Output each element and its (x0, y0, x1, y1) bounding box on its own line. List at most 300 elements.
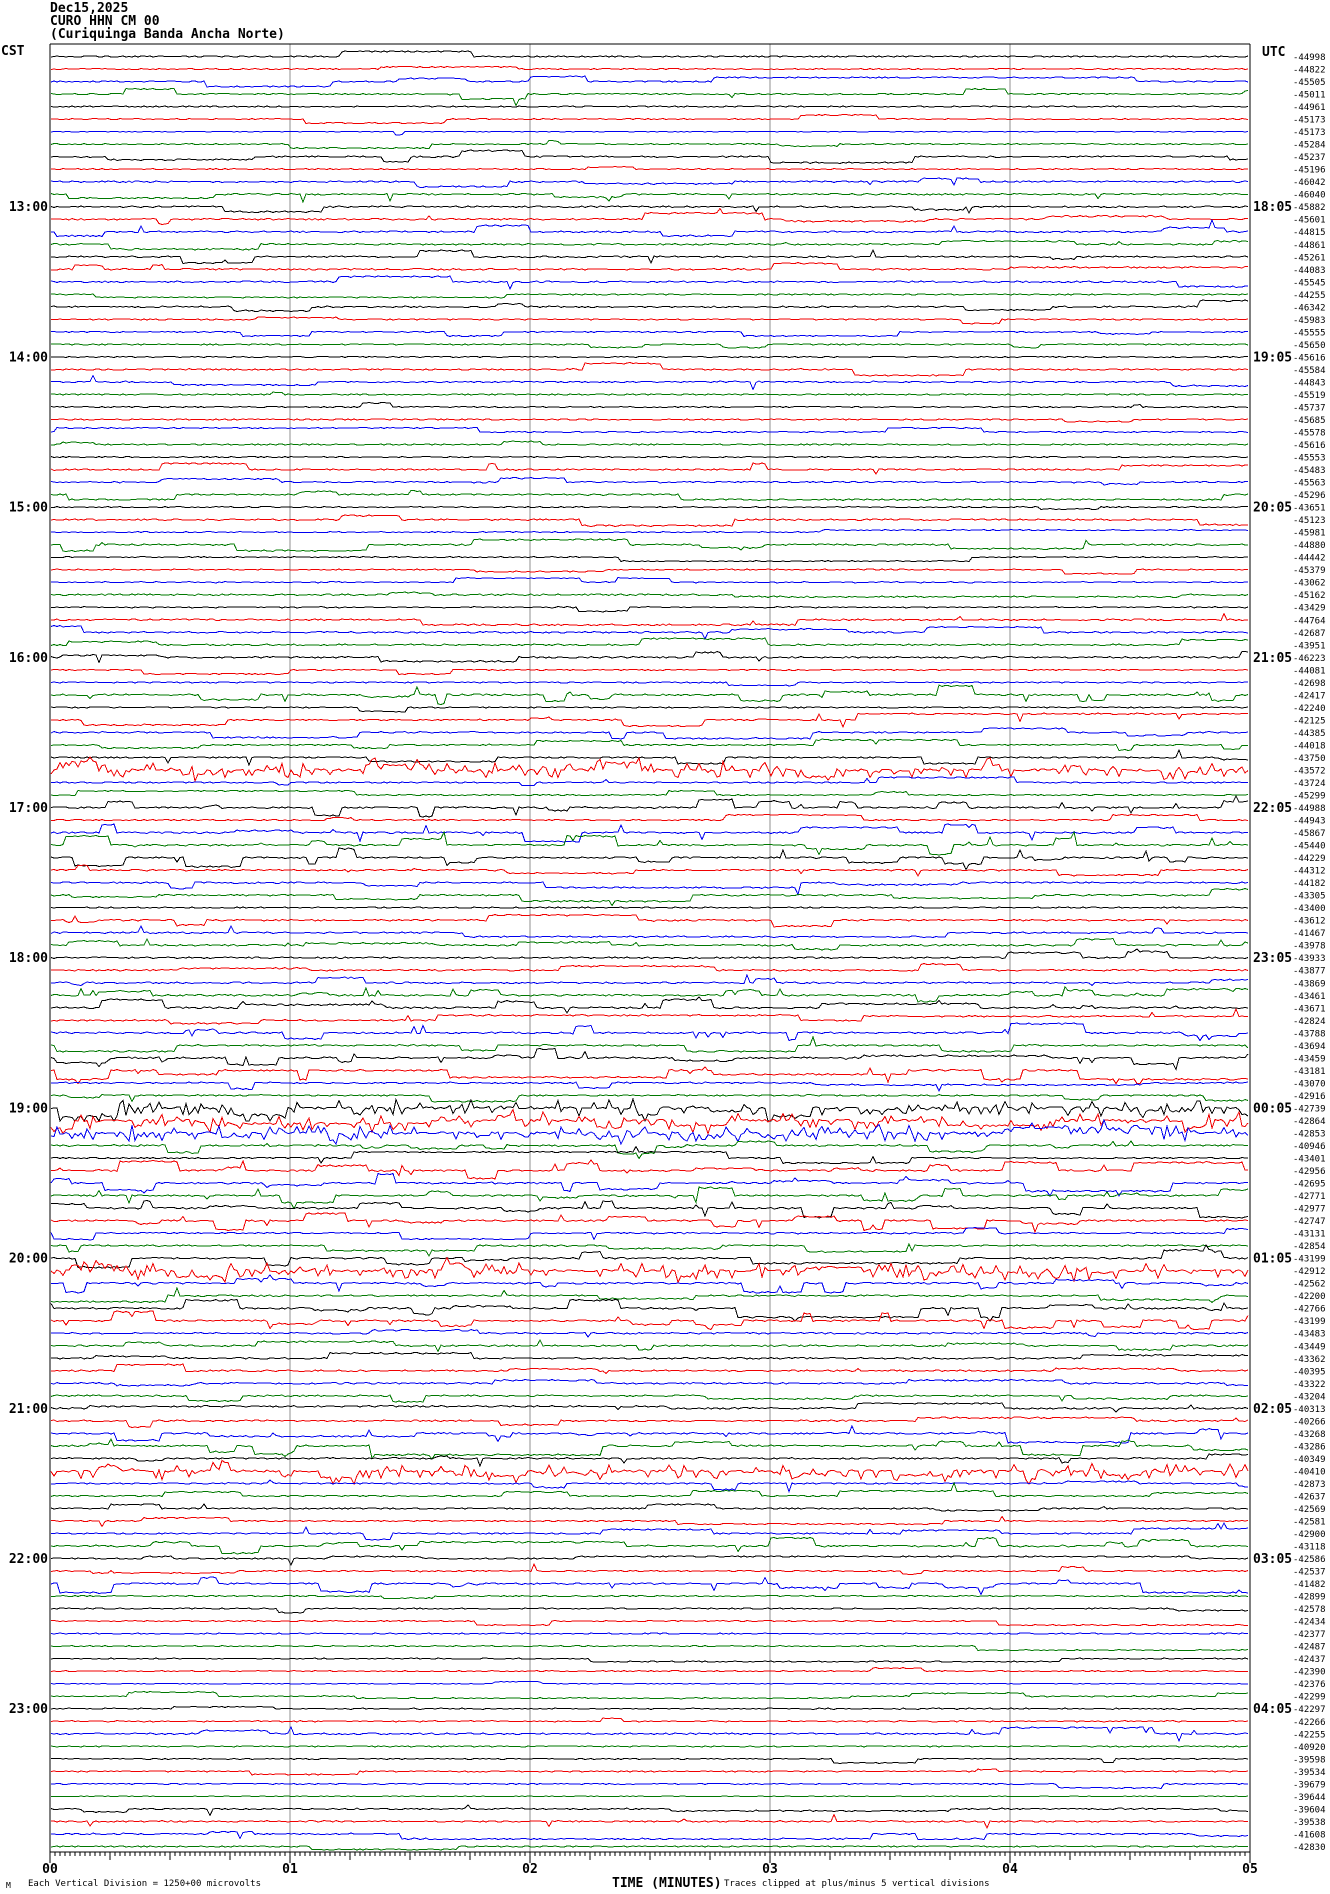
row-offset-value: -44843 (1293, 378, 1326, 389)
trace-row (51, 907, 1248, 908)
row-offset-value: -42766 (1293, 1304, 1326, 1315)
left-hour-label: 13:00 (8, 200, 48, 216)
row-offset-value: -44988 (1293, 804, 1326, 815)
trace-row (51, 1718, 1248, 1722)
trace-row (51, 403, 1248, 408)
trace-row (51, 915, 1248, 928)
row-offset-value: -43750 (1293, 753, 1326, 764)
row-offset-value: -43322 (1293, 1379, 1326, 1390)
row-offset-value: -44822 (1293, 65, 1326, 76)
row-offset-value: -42581 (1293, 1517, 1326, 1528)
x-tick-label: 00 (42, 1862, 58, 1877)
trace-row (51, 1633, 1248, 1634)
row-offset-value: -40349 (1293, 1454, 1326, 1465)
trace-row (51, 178, 1248, 188)
trace-row (51, 1288, 1248, 1303)
trace-row (51, 1564, 1248, 1575)
trace-row (51, 1023, 1248, 1041)
left-hour-label: 14:00 (8, 350, 48, 366)
trace-row (51, 569, 1248, 574)
trace-row (51, 491, 1248, 501)
trace-row (51, 89, 1248, 106)
trace-row (51, 241, 1248, 251)
row-offset-value: -39644 (1293, 1792, 1326, 1803)
trace-row (51, 1099, 1248, 1121)
row-offset-value: -43612 (1293, 916, 1326, 927)
trace-row (51, 614, 1248, 626)
row-offset-value: -44229 (1293, 854, 1326, 865)
row-offset-value: -45237 (1293, 153, 1326, 164)
trace-row (51, 1523, 1248, 1540)
row-offset-value: -43459 (1293, 1054, 1326, 1065)
row-offset-value: -43181 (1293, 1066, 1326, 1077)
row-offset-value: -45545 (1293, 278, 1326, 289)
trace-row (51, 1258, 1248, 1283)
trace-row (51, 150, 1248, 164)
trace-row (51, 750, 1248, 765)
row-offset-value: -45981 (1293, 528, 1326, 539)
row-offset-value: -43978 (1293, 941, 1326, 952)
trace-row (51, 848, 1248, 870)
trace-row (51, 132, 1248, 136)
row-offset-value: -42956 (1293, 1167, 1326, 1178)
row-offset-value: -43400 (1293, 904, 1326, 915)
row-offset-value: -44081 (1293, 666, 1326, 677)
row-offset-value: -42853 (1293, 1129, 1326, 1140)
row-offset-value: -45296 (1293, 491, 1326, 502)
left-hour-label: 22:00 (8, 1552, 48, 1568)
trace-row (51, 557, 1248, 562)
header-station-code: CURO HHN CM 00 (50, 14, 160, 29)
trace-row (51, 1037, 1248, 1052)
left-hour-label: 23:00 (8, 1702, 48, 1718)
trace-row (51, 220, 1248, 237)
trace-row (51, 478, 1248, 486)
row-offset-value: -45173 (1293, 115, 1326, 126)
row-offset-value: -44961 (1293, 103, 1326, 114)
row-offset-value: -46342 (1293, 303, 1326, 314)
row-offset-value: -42900 (1293, 1530, 1326, 1541)
row-offset-value: -44182 (1293, 879, 1326, 890)
row-offset-value: -45162 (1293, 591, 1326, 602)
row-offset-value: -43429 (1293, 603, 1326, 614)
trace-row (51, 1621, 1248, 1626)
trace-row (51, 1141, 1248, 1159)
trace-row (51, 51, 1248, 57)
trace-row (51, 824, 1248, 842)
row-offset-value: -44815 (1293, 228, 1326, 239)
row-offset-value: -42417 (1293, 691, 1326, 702)
trace-row (51, 115, 1248, 124)
trace-row (51, 685, 1248, 705)
left-hour-label: 21:00 (8, 1401, 48, 1417)
trace-row (51, 300, 1248, 312)
right-hour-label: 04:05 (1253, 1702, 1293, 1718)
row-offset-value: -44385 (1293, 728, 1326, 739)
row-offset-value: -43877 (1293, 966, 1326, 977)
trace-row (51, 419, 1248, 422)
x-tick-label: 05 (1242, 1862, 1258, 1877)
trace-row (51, 344, 1248, 348)
row-offset-value: -43204 (1293, 1392, 1326, 1403)
trace-row (51, 638, 1248, 646)
trace-row (51, 670, 1248, 675)
row-offset-value: -46040 (1293, 190, 1326, 201)
trace-row (51, 332, 1248, 337)
row-offset-value: -43671 (1293, 1004, 1326, 1015)
row-offset-value: -42390 (1293, 1667, 1326, 1678)
trace-row (51, 1832, 1248, 1840)
header-date: Dec15,2025 (50, 1, 129, 16)
trace-row (51, 1682, 1248, 1685)
row-offset-value: -46042 (1293, 178, 1326, 189)
trace-row (51, 626, 1248, 640)
row-offset-value: -45616 (1293, 441, 1326, 452)
trace-row (51, 357, 1248, 358)
row-offset-value: -42739 (1293, 1104, 1326, 1115)
row-offset-value: -45379 (1293, 566, 1326, 577)
trace-row (51, 1454, 1248, 1466)
row-offset-value: -45983 (1293, 315, 1326, 326)
trace-row (51, 428, 1248, 433)
row-offset-value: -42255 (1293, 1730, 1326, 1741)
trace-row (51, 865, 1248, 876)
trace-row (51, 1340, 1248, 1352)
trace-row (51, 832, 1248, 855)
row-offset-value: -39679 (1293, 1780, 1326, 1791)
trace-row (51, 539, 1248, 552)
row-offset-value: -42266 (1293, 1717, 1326, 1728)
trace-row (51, 76, 1248, 87)
row-offset-value: -46223 (1293, 653, 1326, 664)
trace-row (51, 530, 1248, 533)
row-offset-value: -43572 (1293, 766, 1326, 777)
trace-row (51, 515, 1248, 527)
left-hour-label: 19:00 (8, 1101, 48, 1117)
row-offset-value: -44312 (1293, 866, 1326, 877)
trace-row (51, 294, 1248, 298)
trace-row (51, 728, 1248, 739)
trace-row (51, 1353, 1248, 1360)
trace-row (51, 713, 1248, 727)
row-offset-value: -42637 (1293, 1492, 1326, 1503)
trace-row (51, 1311, 1248, 1330)
row-offset-value: -45685 (1293, 415, 1326, 426)
trace-row (51, 1201, 1248, 1219)
trace-row (51, 1147, 1248, 1164)
row-offset-value: -45616 (1293, 353, 1326, 364)
left-hour-label: 17:00 (8, 801, 48, 817)
row-offset-value: -42569 (1293, 1504, 1326, 1515)
trace-row (51, 1364, 1248, 1374)
right-timezone-label: UTC (1262, 45, 1286, 60)
trace-row (51, 1095, 1248, 1103)
row-offset-value: -45173 (1293, 128, 1326, 139)
row-offset-value: -45196 (1293, 165, 1326, 176)
right-hour-label: 22:05 (1253, 801, 1293, 817)
row-offset-value: -42695 (1293, 1179, 1326, 1190)
right-hour-label: 23:05 (1253, 951, 1293, 967)
trace-row (51, 607, 1248, 613)
trace-row (51, 317, 1248, 324)
trace-row (51, 392, 1248, 395)
trace-row (51, 206, 1248, 213)
row-offset-value: -45519 (1293, 390, 1326, 401)
row-offset-value: -40395 (1293, 1367, 1326, 1378)
row-offset-value: -44880 (1293, 541, 1326, 552)
trace-row (51, 1483, 1248, 1497)
row-offset-value: -45563 (1293, 478, 1326, 489)
row-offset-value: -45440 (1293, 841, 1326, 852)
row-offset-value: -43118 (1293, 1542, 1326, 1553)
trace-row (51, 1426, 1248, 1443)
trace-row (51, 1330, 1248, 1338)
trace-row (51, 1596, 1248, 1599)
trace-row (51, 263, 1248, 271)
trace-row (51, 1480, 1248, 1492)
row-offset-value: -40946 (1293, 1141, 1326, 1152)
trace-row (51, 882, 1248, 895)
trace-row (51, 796, 1248, 817)
left-timezone-label: CST (1, 44, 25, 59)
left-hour-label: 15:00 (8, 500, 48, 516)
trace-row (51, 939, 1248, 951)
right-hour-label: 19:05 (1253, 350, 1293, 366)
row-offset-value: -42376 (1293, 1680, 1326, 1691)
row-offset-value: -43305 (1293, 891, 1326, 902)
row-offset-value: -43362 (1293, 1354, 1326, 1365)
trace-row (51, 987, 1248, 1002)
row-offset-value: -42240 (1293, 703, 1326, 714)
row-offset-value: -42200 (1293, 1292, 1326, 1303)
row-offset-value: -42899 (1293, 1592, 1326, 1603)
trace-row (51, 757, 1248, 781)
row-offset-value: -42830 (1293, 1842, 1326, 1853)
trace-row (51, 682, 1248, 686)
row-offset-value: -45505 (1293, 78, 1326, 89)
trace-row (51, 777, 1248, 786)
row-offset-value: -43268 (1293, 1429, 1326, 1440)
trace-row (51, 1707, 1248, 1710)
row-offset-value: -43286 (1293, 1442, 1326, 1453)
row-offset-value: -44255 (1293, 290, 1326, 301)
row-offset-value: -40313 (1293, 1404, 1326, 1415)
right-hour-label: 00:05 (1253, 1101, 1293, 1117)
row-offset-value: -41608 (1293, 1830, 1326, 1841)
row-offset-value: -45555 (1293, 328, 1326, 339)
clip-note: Traces clipped at plus/minus 5 vertical divisions (724, 1879, 990, 1889)
row-offset-value: -42562 (1293, 1279, 1326, 1290)
row-offset-value: -44861 (1293, 240, 1326, 251)
trace-row (51, 1517, 1248, 1527)
trace-row (51, 1160, 1248, 1179)
trace-row (51, 652, 1248, 663)
row-offset-value: -43694 (1293, 1041, 1326, 1052)
trace-row (51, 1556, 1248, 1565)
trace-row (51, 1538, 1248, 1555)
trace-row (51, 889, 1248, 906)
row-offset-value: -42771 (1293, 1192, 1326, 1203)
trace-row (51, 578, 1248, 584)
row-offset-value: -42747 (1293, 1217, 1326, 1228)
right-hour-label: 21:05 (1253, 650, 1293, 666)
row-offset-value: -45650 (1293, 340, 1326, 351)
row-offset-value: -45261 (1293, 253, 1326, 264)
row-offset-value: -42824 (1293, 1016, 1326, 1027)
row-offset-value: -42297 (1293, 1705, 1326, 1716)
right-hour-label: 01:05 (1253, 1251, 1293, 1267)
trace-row (51, 592, 1248, 598)
row-offset-value: -45737 (1293, 403, 1326, 414)
row-offset-value: -42977 (1293, 1204, 1326, 1215)
trace-row (51, 1082, 1248, 1091)
trace-row (51, 1608, 1248, 1613)
left-hour-label: 16:00 (8, 650, 48, 666)
trace-row (51, 1746, 1248, 1747)
row-offset-value: -43724 (1293, 778, 1326, 789)
trace-row (51, 141, 1248, 149)
row-offset-value: -43869 (1293, 979, 1326, 990)
row-offset-value: -41482 (1293, 1580, 1326, 1591)
row-offset-value: -42873 (1293, 1479, 1326, 1490)
x-tick-label: 02 (522, 1862, 538, 1877)
trace-row (51, 194, 1248, 203)
row-offset-value: -45882 (1293, 203, 1326, 214)
trace-row (51, 707, 1248, 712)
trace-row (51, 67, 1248, 70)
trace-row (51, 1577, 1248, 1595)
row-offset-value: -42687 (1293, 628, 1326, 639)
trace-row (51, 276, 1248, 289)
trace-row (51, 1228, 1248, 1241)
right-hour-label: 18:05 (1253, 200, 1293, 216)
right-hour-label: 02:05 (1253, 1401, 1293, 1417)
trace-row (51, 1727, 1248, 1741)
trace-row (51, 1067, 1248, 1084)
row-offset-value: -42912 (1293, 1267, 1326, 1278)
row-offset-value: -42434 (1293, 1617, 1326, 1628)
row-offset-value: -45867 (1293, 829, 1326, 840)
trace-row (51, 964, 1248, 972)
row-offset-value: -42487 (1293, 1642, 1326, 1653)
trace-row (51, 507, 1248, 510)
trace-row (51, 1049, 1248, 1070)
row-offset-value: -45299 (1293, 791, 1326, 802)
trace-row (51, 167, 1248, 170)
trace-row (51, 1213, 1248, 1232)
right-hour-label: 03:05 (1253, 1552, 1293, 1568)
trace-row (51, 1504, 1248, 1511)
x-tick-label: 04 (1002, 1862, 1018, 1877)
row-offset-value: -42698 (1293, 678, 1326, 689)
row-offset-value: -43062 (1293, 578, 1326, 589)
row-offset-value: -42537 (1293, 1567, 1326, 1578)
row-offset-value: -44083 (1293, 265, 1326, 276)
trace-row (51, 1461, 1248, 1485)
trace-row (51, 975, 1248, 986)
row-offset-value: -39598 (1293, 1755, 1326, 1766)
trace-row (51, 1668, 1248, 1672)
row-offset-value: -43199 (1293, 1254, 1326, 1265)
row-offset-value: -45584 (1293, 365, 1326, 376)
row-offset-value: -42299 (1293, 1692, 1326, 1703)
x-tick-label: 01 (282, 1862, 298, 1877)
trace-row (51, 1646, 1248, 1651)
left-hour-label: 18:00 (8, 951, 48, 967)
header-station-name: (Curiquinga Banda Ancha Norte) (50, 27, 285, 42)
row-offset-value: -45483 (1293, 466, 1326, 477)
row-offset-value: -42586 (1293, 1555, 1326, 1566)
row-offset-value: -43651 (1293, 503, 1326, 514)
row-offset-value: -45601 (1293, 215, 1326, 226)
row-offset-value: -43483 (1293, 1329, 1326, 1340)
trace-row (51, 1009, 1248, 1024)
trace-row (51, 363, 1248, 377)
row-offset-value: -45284 (1293, 140, 1326, 151)
x-tick-label: 03 (762, 1862, 778, 1877)
row-offset-value: -43070 (1293, 1079, 1326, 1090)
row-offset-value: -39604 (1293, 1805, 1326, 1816)
row-offset-value: -43131 (1293, 1229, 1326, 1240)
row-offset-value: -40266 (1293, 1417, 1326, 1428)
row-offset-value: -42125 (1293, 716, 1326, 727)
trace-row (51, 250, 1248, 264)
trace-row (51, 1417, 1248, 1428)
trace-row (51, 1174, 1248, 1197)
row-offset-value: -42864 (1293, 1116, 1326, 1127)
row-offset-value: -43199 (1293, 1317, 1326, 1328)
row-offset-value: -44018 (1293, 741, 1326, 752)
row-offset-value: -40410 (1293, 1467, 1326, 1478)
trace-row (51, 1769, 1248, 1775)
row-offset-value: -42916 (1293, 1091, 1326, 1102)
row-offset-value: -43401 (1293, 1154, 1326, 1165)
trace-row (51, 926, 1248, 938)
row-offset-value: -42377 (1293, 1630, 1326, 1641)
trace-row (51, 1244, 1248, 1256)
trace-row (51, 376, 1248, 390)
row-offset-value: -43461 (1293, 991, 1326, 1002)
row-offset-value: -44442 (1293, 553, 1326, 564)
row-offset-value: -43933 (1293, 954, 1326, 965)
row-offset-value: -39538 (1293, 1817, 1326, 1828)
row-offset-value: -42854 (1293, 1242, 1326, 1253)
row-offset-value: -44764 (1293, 616, 1326, 627)
trace-row (51, 106, 1248, 107)
row-offset-value: -45011 (1293, 90, 1326, 101)
corner-mark: M (6, 1881, 11, 1890)
trace-row (51, 791, 1248, 796)
row-offset-value: -42437 (1293, 1655, 1326, 1666)
trace-row (51, 1395, 1248, 1403)
trace-row (51, 1692, 1248, 1700)
trace-row (51, 1380, 1248, 1387)
scale-note: Each Vertical Division = 1250+00 microvolts (28, 1879, 261, 1889)
row-offset-value: -40920 (1293, 1742, 1326, 1753)
trace-row (51, 1658, 1248, 1662)
row-offset-value: -39534 (1293, 1767, 1326, 1778)
row-offset-value: -45578 (1293, 428, 1326, 439)
row-offset-value: -43951 (1293, 641, 1326, 652)
trace-row (51, 739, 1248, 751)
left-hour-label: 20:00 (8, 1251, 48, 1267)
row-offset-value: -45553 (1293, 453, 1326, 464)
trace-row (51, 1403, 1248, 1412)
row-offset-value: -43788 (1293, 1029, 1326, 1040)
row-offset-value: -45123 (1293, 516, 1326, 527)
row-offset-value: -43449 (1293, 1342, 1326, 1353)
trace-row (51, 1275, 1248, 1293)
